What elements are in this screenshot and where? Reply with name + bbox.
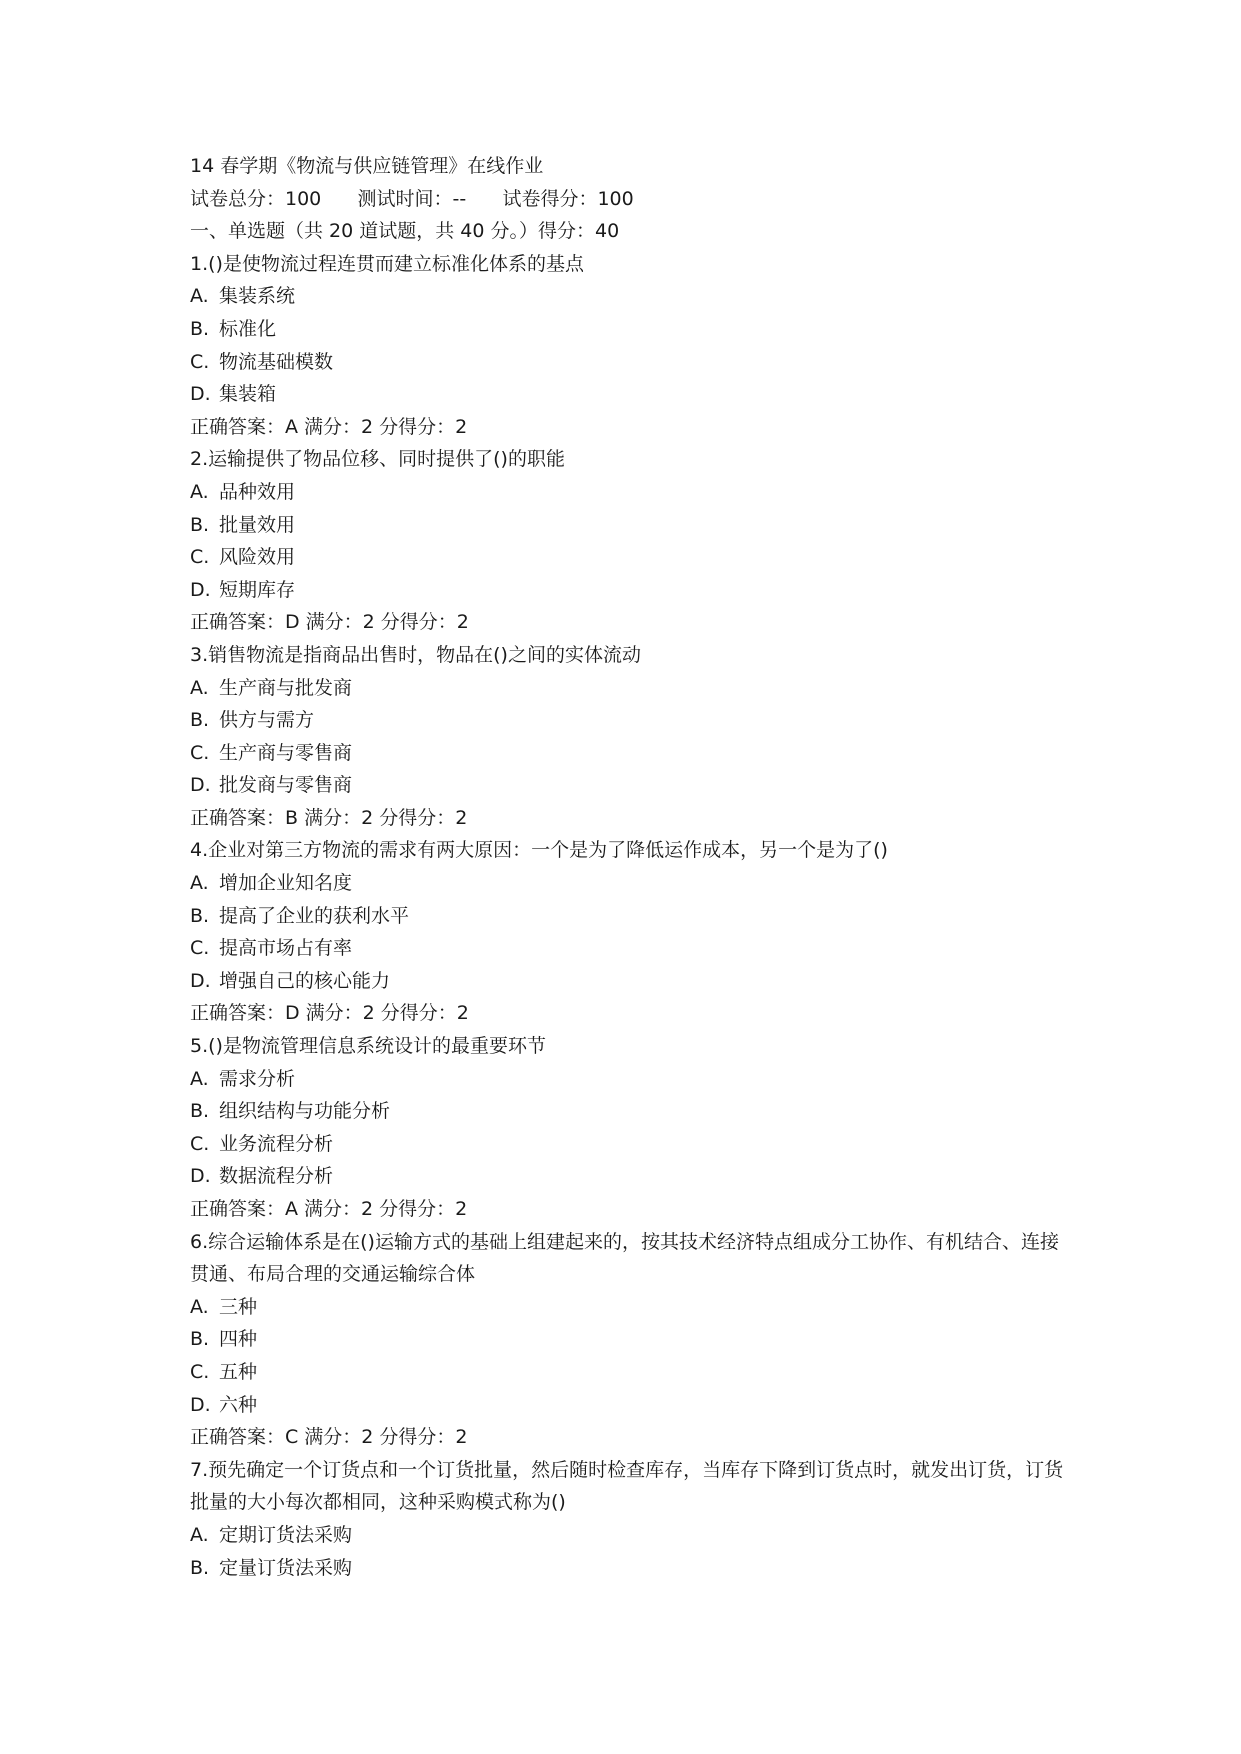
option-letter: D. [190,969,211,992]
question-block [190,1030,1070,1226]
option-letter: A. [190,1067,209,1090]
section-heading: 一、单选题（共 20 道试题，共 40 分。）得分：40 [190,220,620,243]
option-text: 批量效用 [219,513,296,536]
answer-option [190,737,1070,770]
answer-option [190,1095,1070,1128]
answer-option [190,1519,1070,1552]
question-block [190,248,1070,444]
question-text: 3.销售物流是指商品出售时，物品在()之间的实体流动 [190,643,641,666]
answer-option [190,1323,1070,1356]
answer-option [190,378,1070,411]
option-letter: D. [190,1165,211,1188]
option-text: 物流基础模数 [219,350,334,373]
option-text: 标准化 [219,317,277,340]
option-letter: B. [190,1100,210,1123]
question-block [190,443,1070,639]
option-text: 增加企业知名度 [219,872,353,895]
answer-option [190,574,1070,607]
option-text: 五种 [219,1360,258,1383]
option-letter: B. [190,317,210,340]
option-letter: B. [190,709,210,732]
option-letter: A. [190,1523,209,1546]
correct-answer-line: 正确答案：C 满分：2 分得分：2 [190,1426,468,1449]
option-letter: D. [190,1393,211,1416]
option-text: 集装箱 [219,383,277,406]
answer-option [190,1552,1070,1585]
option-letter: A. [190,480,209,503]
option-text: 六种 [219,1393,258,1416]
answer-option [190,932,1070,965]
option-text: 数据流程分析 [219,1165,334,1188]
exam-document [190,150,1070,1584]
question-text: 5.()是物流管理信息系统设计的最重要环节 [190,1035,546,1058]
correct-answer-line: 正确答案：D 满分：2 分得分：2 [190,611,469,634]
answer-option [190,541,1070,574]
option-text: 三种 [219,1295,258,1318]
question-text: 7.预先确定一个订货点和一个订货批量，然后随时检查库存，当库存下降到订货点时，就发出订货，订货批量的大小每次都相同，这种采购模式称为() [190,1458,1064,1514]
option-letter: A. [190,1295,209,1318]
answer-option [190,965,1070,998]
correct-answer-line: 正确答案：D 满分：2 分得分：2 [190,1002,469,1025]
option-letter: B. [190,1556,210,1579]
option-text: 品种效用 [219,480,296,503]
option-letter: C. [190,350,210,373]
answer-option [190,1160,1070,1193]
correct-answer-line: 正确答案：A 满分：2 分得分：2 [190,1198,468,1220]
question-block [190,639,1070,835]
option-letter: C. [190,1360,210,1383]
answer-option [190,1356,1070,1389]
question-block [190,1454,1070,1584]
option-letter: C. [190,546,210,569]
answer-option [190,769,1070,802]
answer-option [190,313,1070,346]
answer-option [190,672,1070,705]
option-letter: A. [190,285,209,308]
option-text: 生产商与零售商 [219,741,353,764]
answer-option [190,900,1070,933]
option-text: 风险效用 [219,546,296,569]
correct-answer-line: 正确答案：A 满分：2 分得分：2 [190,415,468,438]
answer-option [190,867,1070,900]
option-text: 四种 [219,1328,258,1351]
question-block [190,1226,1070,1454]
option-text: 供方与需方 [219,709,315,732]
answer-option [190,704,1070,737]
option-letter: C. [190,937,210,960]
question-block [190,834,1070,1030]
option-text: 生产商与批发商 [219,676,353,699]
option-text: 集装系统 [219,285,296,308]
answer-option [190,509,1070,542]
option-letter: D. [190,383,211,406]
exam-summary: 试卷总分：100 测试时间：-- 试卷得分：100 [190,187,634,210]
answer-option [190,1128,1070,1161]
option-text: 定期订货法采购 [219,1523,353,1546]
option-text: 增强自己的核心能力 [219,969,391,992]
option-text: 业务流程分析 [219,1132,334,1155]
option-letter: A. [190,872,209,895]
answer-option [190,1389,1070,1422]
option-letter: B. [190,1328,210,1351]
question-text: 1.()是使物流过程连贯而建立标准化体系的基点 [190,252,584,275]
option-letter: A. [190,676,209,699]
answer-option [190,1291,1070,1324]
question-text: 2.运输提供了物品位移、同时提供了()的职能 [190,448,565,471]
question-list [190,248,1070,1584]
option-text: 批发商与零售商 [219,774,353,797]
option-letter: D. [190,578,211,601]
answer-option [190,1063,1070,1096]
option-text: 短期库存 [219,578,296,601]
exam-title: 14 春学期《物流与供应链管理》在线作业 [190,155,544,177]
option-text: 需求分析 [219,1067,296,1090]
option-text: 提高了企业的获利水平 [219,904,410,927]
option-text: 提高市场占有率 [219,937,353,960]
option-letter: C. [190,1132,210,1155]
answer-option [190,476,1070,509]
option-text: 组织结构与功能分析 [219,1100,391,1123]
option-letter: C. [190,741,210,764]
answer-option [190,346,1070,379]
correct-answer-line: 正确答案：B 满分：2 分得分：2 [190,806,468,829]
answer-option [190,280,1070,313]
option-letter: B. [190,513,210,536]
option-letter: D. [190,774,211,797]
question-text: 6.综合运输体系是在()运输方式的基础上组建起来的，按其技术经济特点组成分工协作、有机结合、连接贯通、布局合理的交通运输综合体 [190,1230,1059,1286]
question-text: 4.企业对第三方物流的需求有两大原因：一个是为了降低运作成本，另一个是为了() [190,839,888,862]
option-letter: B. [190,904,210,927]
option-text: 定量订货法采购 [219,1556,353,1579]
